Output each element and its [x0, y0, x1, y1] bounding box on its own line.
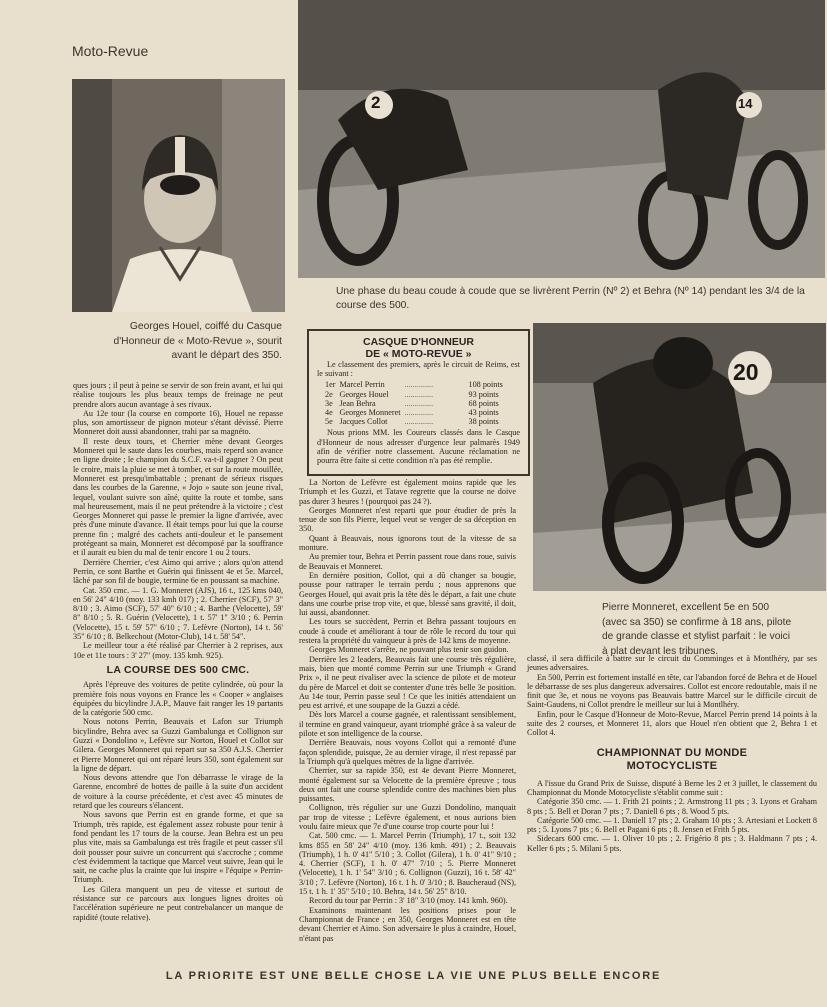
monneret-caption: Pierre Monneret, excellent 5e en 500 (avec sa 350) se confirme à 18 ans, pilote de grande classe et stylist parfait : le voici à plat devant les tribunes.	[602, 602, 792, 657]
paragraph: Quant à Beauvais, nous ignorons tout de la vitesse de sa monture.	[299, 533, 516, 553]
paragraph: classé, il sera difficile à battre sur le circuit du Comminges et à Montlhéry, par ses jeunes adversaires.	[527, 654, 817, 673]
leader-dots: ..............	[404, 408, 434, 418]
paragraph: Georges Monneret n'est reparti que pour étudier de près la tenue de son fils Pierre, lequel veut se venger de sa déception en 350.	[299, 505, 516, 534]
paragraph: Sidecars 600 cmc. — 1. Oliver 10 pts ; 2. Frigério 8 pts ; 3. Haldmann 7 pts ; 4. Keller 6 pts ; 5. Milani 5 pts.	[527, 834, 817, 853]
paragraph: Record du tour par Perrin : 3' 18" 3/10 (moy. 141 kmh. 960).	[309, 896, 508, 906]
points: 43 points	[468, 408, 499, 418]
paragraph: Derrière Beauvais, nous voyons Collot qui a remonté d'une façon splendide, puisque, 2e au dernier virage, il n'est repassé par la Triumph qu'à quelques mètres de la ligne d'arrivée.	[299, 738, 516, 766]
race-plate-20: 20	[733, 359, 759, 385]
paragraph: Enfin, pour le Casque d'Honneur de Moto-Revue, Marcel Perrin prend 14 points à la suite des 2 courses, et Monneret 11, alors que Houel n'en obtient que 2, Behra 1 et Collot 4.	[527, 709, 817, 738]
casque-subtitle: DE « MOTO-REVUE »	[365, 348, 472, 360]
perrin-behra-race-photo	[298, 0, 825, 278]
casque-honneur-box	[307, 329, 530, 476]
leader-dots: ..............	[404, 417, 434, 427]
paragraph: Examinons maintenant les positions prises pour le Championnat de France ; en 350, Georges Monneret est en tête devant Cherrier et Aimo. Son adversaire le plus à craindre, Houel, n'étant pas	[299, 905, 516, 943]
rank: 2e	[325, 389, 333, 399]
rider-name: Jean Behra	[339, 398, 376, 408]
table-row	[325, 408, 507, 417]
points: 68 points	[468, 398, 499, 408]
results-500: Cat. 500 cmc. — 1. Marcel Perrin (Triumph), 17 t., soit 132 kms 855 en 58' 24" 4/10 (moy. 136 kmh. 491) ; 2. Beauvais (Triumph), 1 h. 0' 41" 5/10 ; 3. Collot (Gilera), 1 h. 0' 41" 9/10 ; 4. Cherrier (SCF), 1 h. 0' 47" 7/10 ; 5. Pierre Monneret (Velocette), 1 h. 1' 54" 3/10 ; 6. Collignon (Guzzi), 16 t. 58' 42" 3/10 ; 7. Lefèvre (Norton), 16 t. 1 h. 0' 3/10 ; 8. Baucheraud (NS), 15 t. 1 h. 1' 35" 5/10 ; 10. Behra, 14 t. 56' 25" 8/10.	[299, 831, 516, 897]
paragraph: Après l'épreuve des voitures de petite cylindrée, où pour la première fois nous voyons en France les « Cooper » anglaises équipées du bicylindre J.A.P., Mauve fait ranger les 19 partants de la catégorie 500 cmc.	[73, 680, 283, 718]
footer-slogan: LA PRIORITE EST UNE BELLE CHOSE LA VIE UNE PLUS BELLE ENCORE	[165, 970, 662, 982]
results-350: Cat. 350 cmc. — 1. G. Monneret (AJS), 16 t., 125 kms 040, en 56' 24" 4/10 (moy. 133 kmh 017) ; 2. Cherrier (SCF), 57' 3" 8/10 ; 3. Aimo (SCF), 57' 40" 6/10 ; 4. Barthe (Velocette), 59' 8" 8/10 ; 5. R. Guérin (Velocette), 1 t. 57' 1" 3/10 ; 6. Perrin (Velocette), 15 t. 59' 57" 6/10 ; 7. Lefèvre (Norton), 14 t. 56' 35" 6/10 ; 8. Belkechout (Motor-Club), 14 t. 58' 54".	[73, 585, 283, 642]
rider-name: Georges Monneret	[339, 408, 401, 418]
article-column-3	[527, 654, 817, 853]
article-column-2	[299, 478, 516, 943]
rank: 1er	[325, 380, 336, 390]
rank: 4e	[325, 408, 333, 418]
paragraph: Il reste deux tours, et Cherrier mène devant Georges Monneret qui le saute dans les courbes, mais reperd son avance en ligne droite ; le champion du S.C.F. va-t-il gagner ? On peut le croire, mais la pluie se met à tomber, et sur la route mouillée, Monneret est presqu'imbattable ; prenant de sérieux risques dans les courbes de la Garenne, « Jojo » saute son jeune rival, lequel, voulant suivre son aîné, quitte la route et tombe, sans mal heureusement, mais il ne peut prétendre à la victoire ; c'est Georges Monneret qui passe le premier la ligne d'arrivée, avec près d'une minute d'avance. Il était temps pour lui que la course prenne fin ; malgré des cachets anti-douleur et le pansement protégeant sa main, Monneret est décomposé par la souffrance et il aurait eu bien du mal de tenir encore 1 ou 2 tours.	[73, 436, 283, 558]
paragraph: Derrière les 2 leaders, Beauvais fait une course très régulière, mais, bien que monté comme Perrin sur une Triumph « Grand Prix », il ne peut rivaliser avec la science de pilote et de moteur du père de Marcel et doit se contenter d'une très belle 3e position. Au 14e tour, Perrin passe seul ! Ce que les initiés attendaient un peu est arrivé, et une soupape de la Guzzi a cédé.	[299, 654, 516, 711]
article-column-1	[73, 381, 283, 922]
paragraph: Nous devons attendre que l'on débarrasse le virage de la Garenne, encombré de bottes de paille à la suite d'un accident de voiture à la course précédente, et c'est avec 45 minutes de retard que les coureurs s'élancent.	[73, 773, 283, 811]
table-row	[325, 390, 507, 399]
leader-dots: ..............	[404, 380, 434, 390]
paragraph: Au 12e tour (la course en comporte 16), Houel ne repasse plus, son amortisseur de pignon moteur s'étant dévissé. Pierre Monneret doit aussi abandonner, trahi par sa magnéto.	[73, 408, 283, 437]
rider-name: Marcel Perrin	[339, 380, 385, 390]
paragraph: Catégorie 350 cmc. — 1. Frith 21 points ; 2. Armstrong 11 pts ; 3. Lyons et Graham 8 pts ; 5. Bell et Doran 7 pts ; 7. Daniell 6 pts ; 8. Wood 5 pts.	[527, 797, 817, 816]
paragraph: Cherrier, sur sa rapide 350, est 4e devant Pierre Monneret, monté également sur sa Velocette de la première épreuve ; tous deux ont fait une course splendide contre des machines bien plus puissantes.	[299, 766, 516, 804]
magazine-title: Moto-Revue	[72, 43, 149, 59]
paragraph: Dès lors Marcel a course gagnée, et ralentissant sensiblement, il termine en grand vainqueur, ayant triomphé grâce à sa valeur de pilote et son intelligence de la course.	[299, 710, 516, 739]
houel-caption: Georges Houel, coiffé du Casque d'Honneur de « Moto-Revue », sourit avant le départ des 350.	[113, 321, 282, 361]
paragraph: Au premier tour, Behra et Perrin passent roue dans roue, suivis de Beauvais et Monneret.	[299, 552, 516, 571]
paragraph: En dernière position, Collot, qui a dû changer sa bougie, pousse pour rattraper le terrain perdu ; nous apprenons que Georges Houel, qui avait pris la tête dès le départ, a fait une chute dans une courbe prise trop vite, et que, blessé sans gravité, il doit, lui aussi, abandonner.	[299, 570, 516, 618]
points: 108 points	[468, 380, 503, 390]
section-heading-championnat: CHAMPIONNAT DU MONDE MOTOCYCLISTE	[596, 746, 748, 772]
monneret-race-photo	[533, 323, 826, 591]
houel-portrait-photo	[72, 79, 285, 312]
leader-dots: ..............	[404, 389, 434, 399]
paragraph: Collignon, très régulier sur une Guzzi Dondolino, manquait par trop de vitesse ; Lefèvre également, et nous aurions bien voulu faire mieux que 7e d'une course trop courte pour lui !	[299, 803, 516, 831]
paragraph: Georges Monneret s'arrête, ne pouvant plus tenir son guidon.	[309, 645, 509, 655]
paragraph: A l'issue du Grand Prix de Suisse, disputé à Berne les 2 et 3 juillet, le classement du Championnat du Monde Motocycliste s'établit comme suit :	[527, 778, 817, 797]
rider-name: Jacques Collot	[339, 417, 388, 427]
points: 93 points	[468, 389, 499, 399]
duel-caption: Une phase du beau coude à coude que se livrèrent Perrin (Nº 2) et Behra (Nº 14) pendant les 3/4 de la course des 500.	[336, 286, 805, 311]
paragraph: Derrière Cherrier, c'est Aimo qui arrive ; alors qu'on attend Perrin, ce sont Barthe et Guérin qui finissent 4e et 5e. Marcel, lâché par son fil de bougie, termine 6e en poussant sa machine.	[73, 557, 283, 586]
table-row	[325, 417, 507, 426]
casque-standings-table	[325, 380, 507, 426]
table-row	[325, 380, 507, 389]
casque-title: CASQUE D'HONNEUR	[362, 336, 474, 348]
race-plate-14: 14	[738, 96, 753, 111]
leader-dots: ..............	[404, 398, 434, 408]
casque-outro: Nous prions MM. les Coureurs classés dans le Casque d'Honneur de nous adresser d'urgence leur palmarès 1949 afin de vérifier notre classement. Aucune réclamation ne pourra être faite si cette condition n'a pas été remplie.	[317, 428, 520, 466]
paragraph: Les tours se succèdent, Perrin et Behra passant toujours en coude à coude et améliorant à tour de rôle le record du tour qui restera la propriété du vainqueur à près de 142 kms de moyenne.	[299, 617, 516, 646]
paragraph: En 500, Perrin est fortement installé en tête, car l'abandon forcé de Behra et de Houel le débarrasse de ses plus dangereux adversaires. Collot est encore redoutable, mais il ne finit que 3e, et nous ne voyons pas Beauvais battre Marcel sur le difficile circuit de Saint-Gaudens, ni Collot prendre le meilleur sur lui à Montlhéry.	[527, 672, 817, 710]
casque-intro: Le classement des premiers, après le circuit de Reims, est le suivant :	[317, 360, 520, 379]
points: 38 points	[468, 417, 499, 427]
paragraph: ques jours ; il peut à peine se servir de son frein avant, et lui qui réalise toujours les plus beaux temps de freinage ne peut prendre alors aucun avantage à ses rivaux.	[73, 381, 283, 409]
rider-name: Georges Houel	[339, 389, 389, 399]
rank: 5e	[325, 417, 333, 427]
paragraph: Nous savons que Perrin est en grande forme, et que sa Triumph, très rapide, est également assez robuste pour tenir à fond pendant les 17 tours de la course. Jean Behra est un peu plus vite, mais sa Gambalunga est très fragile et peut casser s'il doit pousser pour suivre un concurrent qui s'accroche ; comme c'est évidemment la tactique que Marcel veut suivre, Jean qui le sait, ne cache plus la crainte que lui inspire « l'équipe » Perrin-Triumph.	[73, 810, 283, 885]
paragraph: La Norton de Lefèvre est également moins rapide que les Triumph et les Guzzi, et Tatave regrette que la course ne doive pas durer 3 heures ! (pourquoi pas 24 ?).	[299, 478, 516, 506]
race-plate-2: 2	[371, 93, 381, 112]
paragraph: Catégorie 500 cmc. — 1. Daniell 17 pts ; 2. Graham 10 pts ; 3. Artesiani et Lockett 8 pts ; 5. Lyons 7 pts ; 6. Bell et Pagani 6 pts ; 8. Jensen et Frith 5 pts.	[527, 815, 817, 835]
rank: 3e	[325, 398, 333, 408]
paragraph: Nous notons Perrin, Beauvais et Lafon sur Triumph bicylindre, Behra avec sa Guzzi Gambalunga et Collignon sur Guzzi « Dondolino », Lefèvre sur Norton, Houel et Collot sur Gilera. Georges Monneret qui repart sur sa 350 A.J.S. Cherrier et Pierre Monneret qui ont réparé leurs 350, sont également sur la ligne de départ.	[73, 717, 283, 773]
table-row	[325, 399, 507, 408]
paragraph: Le meilleur tour a été réalisé par Cherrier à 2 reprises, aux 10e et 11e tours : 3' 27" (moy. 135 kmh. 925).	[73, 641, 283, 660]
section-heading-500: LA COURSE DES 500 CMC.	[106, 663, 250, 676]
paragraph: Les Gilera manquent un peu de vitesse et surtout de résistance sur ce parcours aux longues lignes droites où l'accélération supérieure ne peut contrebalancer un manque de rapidité (toute relative).	[73, 884, 283, 922]
